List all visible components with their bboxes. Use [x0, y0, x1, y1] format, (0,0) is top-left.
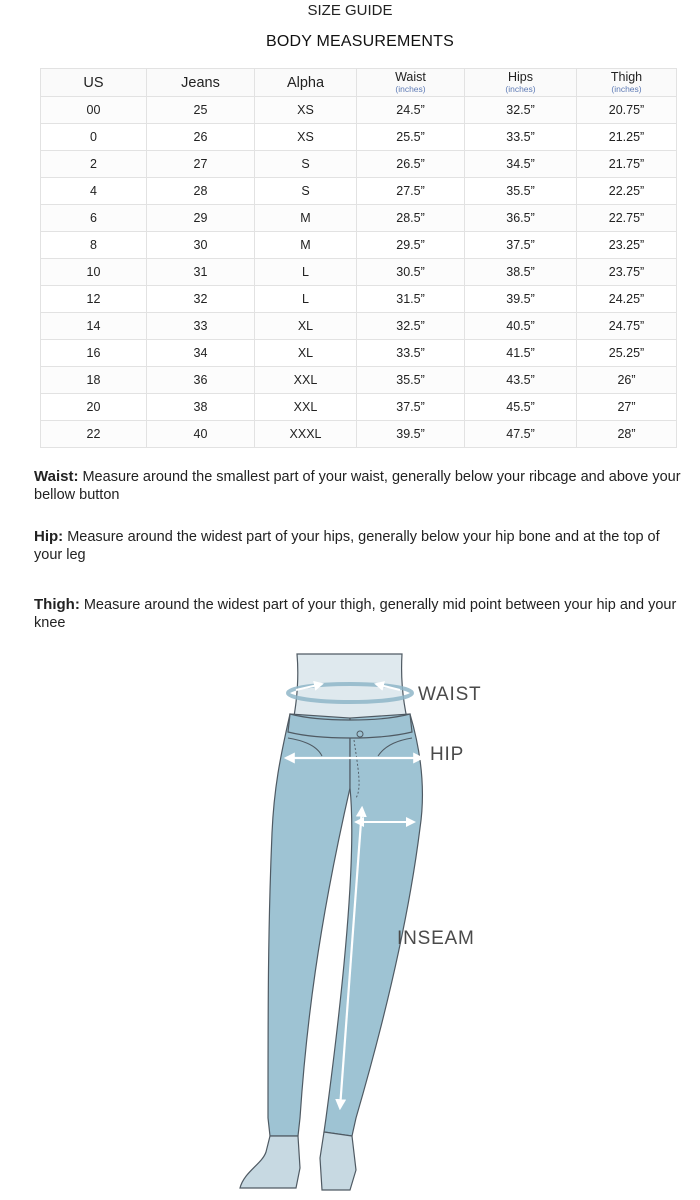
table-row — [41, 259, 677, 286]
table-cell: S — [255, 178, 357, 205]
table-cell: 26” — [577, 367, 677, 394]
measurement-diagram — [0, 648, 700, 1200]
table-cell: 34.5” — [465, 151, 577, 178]
table-header-row — [41, 69, 677, 97]
column-header-us: US — [41, 69, 147, 97]
table-cell: 26 — [147, 124, 255, 151]
column-header-hips: Hips (inches) — [465, 69, 577, 97]
table-cell: 39.5” — [465, 286, 577, 313]
table-cell: 23.75” — [577, 259, 677, 286]
table-cell: 8 — [41, 232, 147, 259]
table-cell: S — [255, 151, 357, 178]
table-row — [41, 232, 677, 259]
table-cell: 12 — [41, 286, 147, 313]
table-cell: 14 — [41, 313, 147, 340]
table-cell: 27 — [147, 151, 255, 178]
unit-label: (inches) — [611, 83, 642, 94]
table-cell: 25.5” — [357, 124, 465, 151]
table-cell: 37.5” — [465, 232, 577, 259]
table-cell: 28” — [577, 421, 677, 448]
table-cell: 36 — [147, 367, 255, 394]
table-cell: 21.75” — [577, 151, 677, 178]
hip-text: Measure around the widest part of your hips, generally below your hip bone and at the top of your leg — [34, 529, 660, 563]
table-cell: 24.5” — [357, 97, 465, 124]
table-cell: 29 — [147, 205, 255, 232]
column-header-jeans: Jeans — [147, 69, 255, 97]
table-cell: XXL — [255, 367, 357, 394]
table-cell: 32 — [147, 286, 255, 313]
table-cell: 36.5” — [465, 205, 577, 232]
table-cell: 30.5” — [357, 259, 465, 286]
table-cell: 41.5” — [465, 340, 577, 367]
table-cell: XL — [255, 340, 357, 367]
table-cell: 35.5” — [357, 367, 465, 394]
table-cell: 22 — [41, 421, 147, 448]
table-cell: 24.75” — [577, 313, 677, 340]
table-cell: 35.5” — [465, 178, 577, 205]
table-cell: 2 — [41, 151, 147, 178]
table-cell: 33.5” — [357, 340, 465, 367]
hip-description — [34, 528, 682, 564]
table-cell: 28.5” — [357, 205, 465, 232]
table-cell: 28 — [147, 178, 255, 205]
left-shoe — [240, 1136, 300, 1188]
table-row — [41, 367, 677, 394]
table-cell: 27” — [577, 394, 677, 421]
table-cell: 32.5” — [465, 97, 577, 124]
table-row — [41, 151, 677, 178]
table-cell: 00 — [41, 97, 147, 124]
table-body — [41, 97, 677, 448]
waist-term: Waist: — [34, 468, 79, 485]
unit-label: (inches) — [505, 83, 536, 94]
table-row — [41, 313, 677, 340]
table-cell: 39.5” — [357, 421, 465, 448]
thigh-term: Thigh: — [34, 596, 80, 613]
table-row — [41, 124, 677, 151]
table-cell: 23.25” — [577, 232, 677, 259]
table-cell: 24.25” — [577, 286, 677, 313]
table-cell: XXXL — [255, 421, 357, 448]
thigh-description — [34, 596, 682, 632]
table-cell: 38.5” — [465, 259, 577, 286]
table-cell: 18 — [41, 367, 147, 394]
table-cell: 20.75” — [577, 97, 677, 124]
waist-description — [34, 468, 682, 504]
table-row — [41, 286, 677, 313]
table-cell: 27.5” — [357, 178, 465, 205]
hip-term: Hip: — [34, 528, 64, 545]
size-table — [40, 68, 677, 448]
table-cell: 25.25” — [577, 340, 677, 367]
table-row — [41, 97, 677, 124]
table-cell: 20 — [41, 394, 147, 421]
column-header-thigh: Thigh (inches) — [577, 69, 677, 97]
table-row — [41, 205, 677, 232]
table-cell: L — [255, 286, 357, 313]
table-cell: XS — [255, 97, 357, 124]
table-row — [41, 178, 677, 205]
unit-label: (inches) — [395, 83, 426, 94]
table-cell: 33.5” — [465, 124, 577, 151]
hip-label: HIP — [430, 744, 465, 765]
page-title: SIZE GUIDE — [307, 2, 393, 19]
table-cell: M — [255, 205, 357, 232]
table-cell: 31 — [147, 259, 255, 286]
inseam-label: INSEAM — [397, 928, 475, 949]
table-cell: 32.5” — [357, 313, 465, 340]
right-shoe — [320, 1132, 356, 1190]
table-cell: M — [255, 232, 357, 259]
table-row — [41, 421, 677, 448]
table-cell: 10 — [41, 259, 147, 286]
table-cell: 25 — [147, 97, 255, 124]
table-cell: 26.5” — [357, 151, 465, 178]
table-cell: 38 — [147, 394, 255, 421]
column-header-alpha: Alpha — [255, 69, 357, 97]
table-cell: 43.5” — [465, 367, 577, 394]
waist-text: Measure around the smallest part of your waist, generally below your ribcage and above your bellow button — [34, 469, 681, 503]
table-row — [41, 340, 677, 367]
column-header-waist: Waist (inches) — [357, 69, 465, 97]
waist-label: WAIST — [418, 684, 482, 705]
table-cell: 30 — [147, 232, 255, 259]
table-cell: 33 — [147, 313, 255, 340]
table-cell: XS — [255, 124, 357, 151]
table-cell: XXL — [255, 394, 357, 421]
table-cell: 40 — [147, 421, 255, 448]
table-cell: 45.5” — [465, 394, 577, 421]
table-cell: 6 — [41, 205, 147, 232]
table-cell: 37.5” — [357, 394, 465, 421]
table-cell: 29.5” — [357, 232, 465, 259]
table-cell: 16 — [41, 340, 147, 367]
table-cell: XL — [255, 313, 357, 340]
table-cell: 0 — [41, 124, 147, 151]
table-cell: 31.5” — [357, 286, 465, 313]
table-cell: 4 — [41, 178, 147, 205]
section-title: BODY MEASUREMENTS — [265, 33, 455, 50]
thigh-text: Measure around the widest part of your thigh, generally mid point between your hip and your knee — [34, 597, 677, 631]
table-cell: L — [255, 259, 357, 286]
table-cell: 21.25” — [577, 124, 677, 151]
table-cell: 40.5” — [465, 313, 577, 340]
table-cell: 22.75” — [577, 205, 677, 232]
table-cell: 34 — [147, 340, 255, 367]
table-row — [41, 394, 677, 421]
table-cell: 22.25” — [577, 178, 677, 205]
table-cell: 47.5” — [465, 421, 577, 448]
